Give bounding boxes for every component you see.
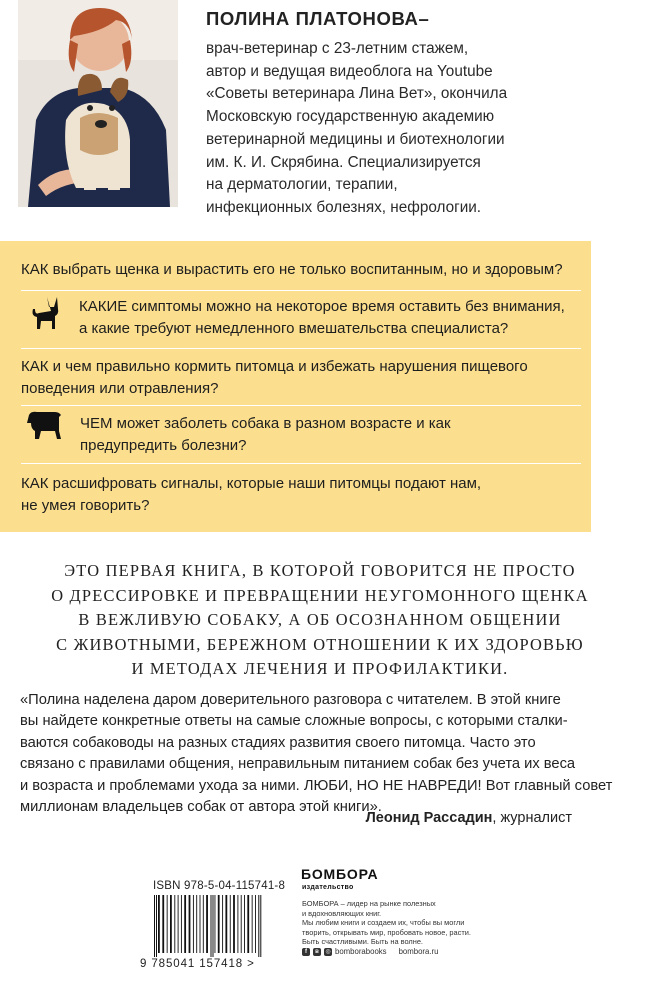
barcode-bars — [154, 895, 261, 957]
bio-line: инфекционных болезнях, нефрологии. — [206, 198, 482, 216]
question-line: поведения или отравления? — [21, 380, 219, 397]
barcode-bar — [237, 895, 238, 953]
barcode-bar — [200, 895, 201, 953]
barcode-bar — [258, 895, 259, 957]
publisher-logo: БОМБОРА — [301, 866, 379, 882]
barcode-bar — [184, 895, 186, 953]
barcode-bar — [196, 895, 197, 953]
website-link[interactable]: bombora.ru — [398, 947, 439, 956]
bio-line: автор и ведущая видеоблога на Youtube — [206, 62, 493, 80]
social-handle[interactable]: bomborabooks — [335, 947, 387, 956]
barcode — [150, 895, 285, 965]
instagram-icon[interactable]: ◎ — [325, 948, 331, 955]
question-1 — [21, 259, 563, 281]
barcode-bar — [206, 895, 208, 953]
question-line: не умея говорить? — [21, 497, 150, 514]
isbn-label: ISBN 978-5-04-115741-8 — [153, 880, 286, 892]
barcode-bar — [218, 895, 220, 953]
intro-line: И МЕТОДАХ ЛЕЧЕНИЯ И ПРОФИЛАКТИКИ. — [131, 659, 509, 679]
intro-line: С ЖИВОТНЫМИ, БЕРЕЖНОМ ОТНОШЕНИИ К ИХ ЗДОРОВЬЮ — [56, 634, 584, 654]
barcode-bar — [233, 895, 235, 953]
questions-panel — [0, 241, 591, 532]
publisher-description — [302, 899, 522, 947]
bio-line: Московскую государственную академию — [206, 108, 495, 126]
divider — [21, 405, 581, 406]
barcode-bar — [203, 895, 204, 953]
bio-line: на дерматологии, терапии, — [206, 176, 398, 194]
barcode-bar — [241, 895, 242, 953]
barcode-bar — [215, 895, 216, 953]
bio-line: им. К. И. Скрябина. Специализируется — [206, 153, 481, 171]
barcode-bar — [156, 895, 157, 957]
divider — [21, 463, 581, 464]
barcode-bar — [154, 895, 155, 957]
quote-author-name: Леонид Рассадин — [365, 810, 493, 826]
author-name: ПОЛИНА ПЛАТОНОВА– — [206, 8, 430, 29]
publisher-line: и вдохновляющих книг. — [302, 908, 382, 918]
question-line: а какие требуют немедленного вмешательства специалиста? — [79, 320, 509, 337]
bio-line: врач-ветеринар с 23-летним стажем, — [206, 40, 469, 57]
vk-icon[interactable]: в — [313, 948, 321, 956]
quote-line: связано с правилами общения, неправильным питанием собак без учета их веса — [20, 756, 576, 773]
quote-line: «Полина наделена даром доверительного разговора с читателем. В этой книге — [20, 692, 561, 708]
author-photo-illustration — [18, 0, 178, 207]
barcode-bar — [158, 895, 160, 953]
question-line: ЧЕМ может заболеть собака в разном возрасте и как — [80, 415, 451, 432]
barcode-bar — [211, 895, 212, 957]
barcode-bar — [193, 895, 194, 953]
intro-line: В ВЕЖЛИВУЮ СОБАКУ, А ОБ ОСОЗНАННОМ ОБЩЕНИИ — [78, 610, 562, 630]
review-quote — [20, 690, 613, 818]
barcode-bar — [174, 895, 175, 953]
publisher-social — [302, 947, 438, 956]
quote-line: миллионам владельцев собак от автора этой книги». — [20, 799, 382, 816]
publisher-line: БОМБОРА – лидер на рынке полезных — [302, 899, 436, 908]
barcode-bar — [167, 895, 168, 953]
quote-author-role: , журналист — [492, 810, 572, 826]
quote-line: ваются собаководы на разных стадиях развития своего питомца. Часто это — [20, 734, 536, 751]
question-line: КАКИЕ симптомы можно на некоторое время оставить без внимания, — [79, 298, 565, 315]
question-line: КАК расшифровать сигналы, которые наши питомцы подают нам, — [21, 475, 482, 492]
barcode-bar — [230, 895, 231, 953]
question-2 — [79, 296, 565, 340]
divider — [21, 290, 581, 291]
publisher-line: Быть счастливыми. Быть на волне. — [302, 937, 423, 946]
barcode-bar — [178, 895, 179, 953]
publisher-imprint: издательство — [302, 884, 354, 891]
intro-line: ЭТО ПЕРВАЯ КНИГА, В КОТОРОЙ ГОВОРИТСЯ НЕ ПРОСТО — [64, 561, 576, 580]
facebook-icon[interactable]: f — [302, 948, 310, 956]
barcode-bar — [260, 895, 261, 957]
barcode-bar — [244, 895, 245, 953]
barcode-bar — [213, 895, 214, 957]
barcode-bar — [252, 895, 253, 953]
intro-line: О ДРЕССИРОВКЕ И ПРЕВРАЩЕНИИ НЕУГОМОННОГО ЩЕНКА — [51, 585, 589, 605]
author-bio — [206, 38, 536, 220]
author-photo — [18, 0, 178, 207]
publisher-line: Мы любим книги и создаем их, чтобы вы могли — [302, 918, 465, 927]
schnauzer-icon — [25, 409, 63, 441]
intro-paragraph — [40, 559, 600, 682]
barcode-bar — [225, 895, 227, 953]
publisher-line: творить, открывать мир, пробовать новое, расти. — [302, 927, 471, 937]
barcode-bar — [247, 895, 249, 953]
barcode-bar — [222, 895, 223, 953]
divider — [21, 348, 581, 349]
question-line: КАК и чем правильно кормить питомца и избежать нарушения пищевого — [21, 358, 528, 375]
barcode-bar — [162, 895, 164, 953]
question-3 — [21, 356, 528, 400]
quote-attribution — [366, 810, 572, 826]
bio-line: ветеринарной медицины и биотехнологии — [206, 130, 505, 148]
barcode-bar — [170, 895, 172, 953]
chihuahua-icon — [27, 293, 63, 331]
quote-line: и возраста и проблемами ухода за ними. ЛЮБИ, НО НЕ НАВРЕДИ! Вот главный совет — [20, 777, 613, 794]
barcode-bar — [255, 895, 256, 953]
question-line: КАК выбрать щенка и вырастить его не только воспитанным, но и здоровым? — [21, 261, 563, 278]
question-line: предупредить болезни? — [80, 437, 247, 454]
barcode-digits: 9 785041 157418 > — [140, 958, 255, 970]
question-5 — [21, 473, 481, 517]
quote-line: вы найдете конкретные ответы на самые сложные вопросы, с которыми сталки- — [20, 713, 568, 730]
barcode-bar — [189, 895, 191, 953]
bio-line: «Советы ветеринара Лина Вет», окончила — [206, 85, 508, 103]
question-4 — [80, 413, 451, 457]
barcode-bar — [181, 895, 182, 953]
